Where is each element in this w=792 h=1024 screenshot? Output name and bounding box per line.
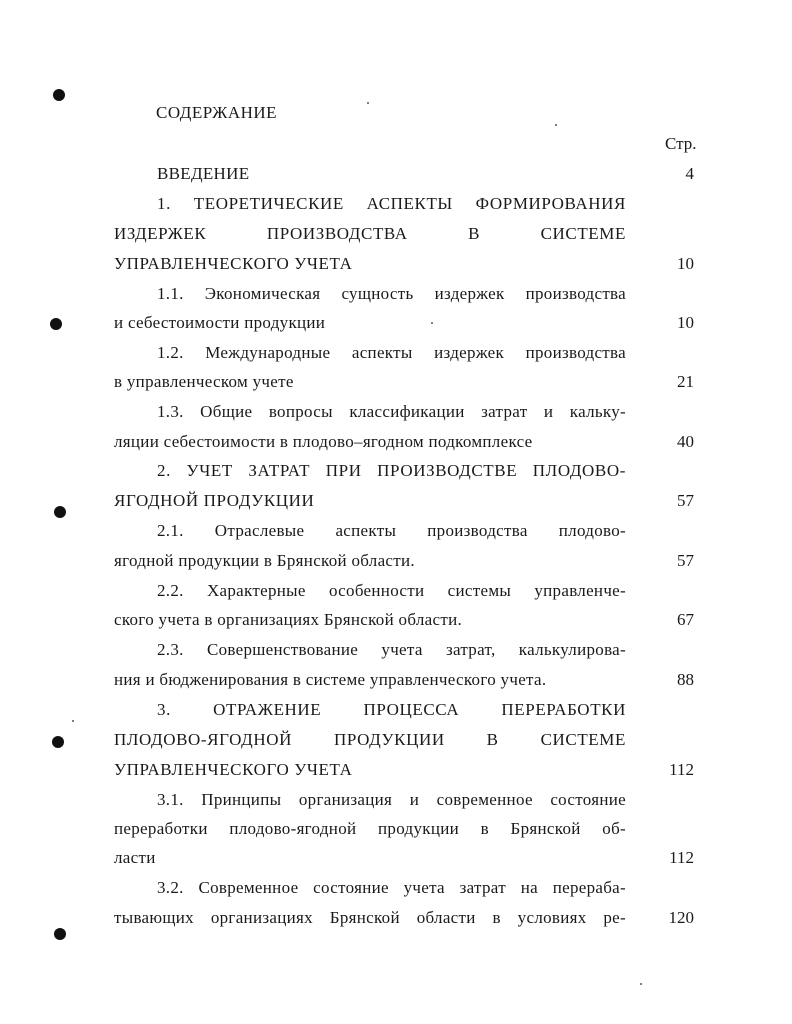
toc-line: 2.3. Совершенствование учета затрат, калькулирова-: [157, 640, 626, 659]
toc-line: ляции себестоимости в плодово–ягодном подкомплексе: [114, 432, 533, 451]
toc-page-number: 88: [677, 670, 694, 689]
toc-line: 2. УЧЕТ ЗАТРАТ ПРИ ПРОИЗВОДСТВЕ ПЛОДОВО-: [157, 461, 626, 480]
punch-hole-mark: [54, 506, 66, 518]
scan-speck: [367, 102, 369, 104]
punch-hole-mark: [50, 318, 62, 330]
toc-line: и себестоимости продукции: [114, 313, 326, 332]
punch-hole-mark: [53, 89, 65, 101]
scan-speck: [640, 983, 642, 985]
toc-line: 2.1. Отраслевые аспекты производства плодово-: [157, 521, 626, 540]
toc-page-number: 67: [677, 610, 694, 629]
scan-speck: [555, 124, 557, 126]
toc-line: 1.3. Общие вопросы классификации затрат и кальку-: [157, 402, 626, 421]
toc-page-number: 57: [677, 491, 694, 510]
toc-line: ВВЕДЕНИЕ: [157, 164, 250, 183]
toc-line: 1. ТЕОРЕТИЧЕСКИЕ АСПЕКТЫ ФОРМИРОВАНИЯ: [157, 194, 626, 213]
toc-page-number: 112: [669, 760, 694, 779]
toc-line: УПРАВЛЕНЧЕСКОГО УЧЕТА: [114, 254, 353, 273]
toc-line: ягодной продукции в Брянской области.: [114, 551, 415, 570]
toc-line: ПЛОДОВО-ЯГОДНОЙ ПРОДУКЦИИ В СИСТЕМЕ: [114, 730, 626, 749]
punch-hole-mark: [52, 736, 64, 748]
toc-line: ИЗДЕРЖЕК ПРОИЗВОДСТВА В СИСТЕМЕ: [114, 224, 626, 243]
toc-line: ния и бюдженирования в системе управленческого учета.: [114, 670, 547, 689]
toc-page-number: 112: [669, 848, 694, 867]
toc-page-number: 40: [677, 432, 694, 451]
toc-line: тывающих организациях Брянской области в условиях ре-: [114, 908, 626, 927]
toc-line: 1.2. Международные аспекты издержек производства: [157, 343, 626, 362]
toc-line: ЯГОДНОЙ ПРОДУКЦИИ: [114, 491, 315, 510]
toc-page-number: 57: [677, 551, 694, 570]
toc-line: ского учета в организациях Брянской области.: [114, 610, 463, 629]
toc-page-number: 120: [668, 908, 694, 927]
page-title: СОДЕРЖАНИЕ: [156, 103, 278, 122]
punch-hole-mark: [54, 928, 66, 940]
toc-line: 3.2. Современное состояние учета затрат на перераба-: [157, 878, 626, 897]
toc-line: 1.1. Экономическая сущность издержек производства: [157, 284, 626, 303]
toc-page-number: 21: [677, 372, 694, 391]
page-column-label: Стр.: [665, 134, 697, 153]
toc-page-number: 10: [677, 254, 694, 273]
toc-line: 3.1. Принципы организация и современное состояние: [157, 790, 626, 809]
toc-line: в управленческом учете: [114, 372, 294, 391]
toc-page-number: 10: [677, 313, 694, 332]
toc-page-number: 4: [685, 164, 694, 183]
scan-speck: [431, 322, 433, 324]
toc-line: 2.2. Характерные особенности системы управленче-: [157, 581, 626, 600]
scan-speck: [72, 720, 74, 722]
toc-line: ласти: [114, 848, 156, 867]
toc-line: 3. ОТРАЖЕНИЕ ПРОЦЕССА ПЕРЕРАБОТКИ: [157, 700, 626, 719]
toc-line: УПРАВЛЕНЧЕСКОГО УЧЕТА: [114, 760, 353, 779]
toc-line: переработки плодово-ягодной продукции в Брянской об-: [114, 819, 626, 838]
